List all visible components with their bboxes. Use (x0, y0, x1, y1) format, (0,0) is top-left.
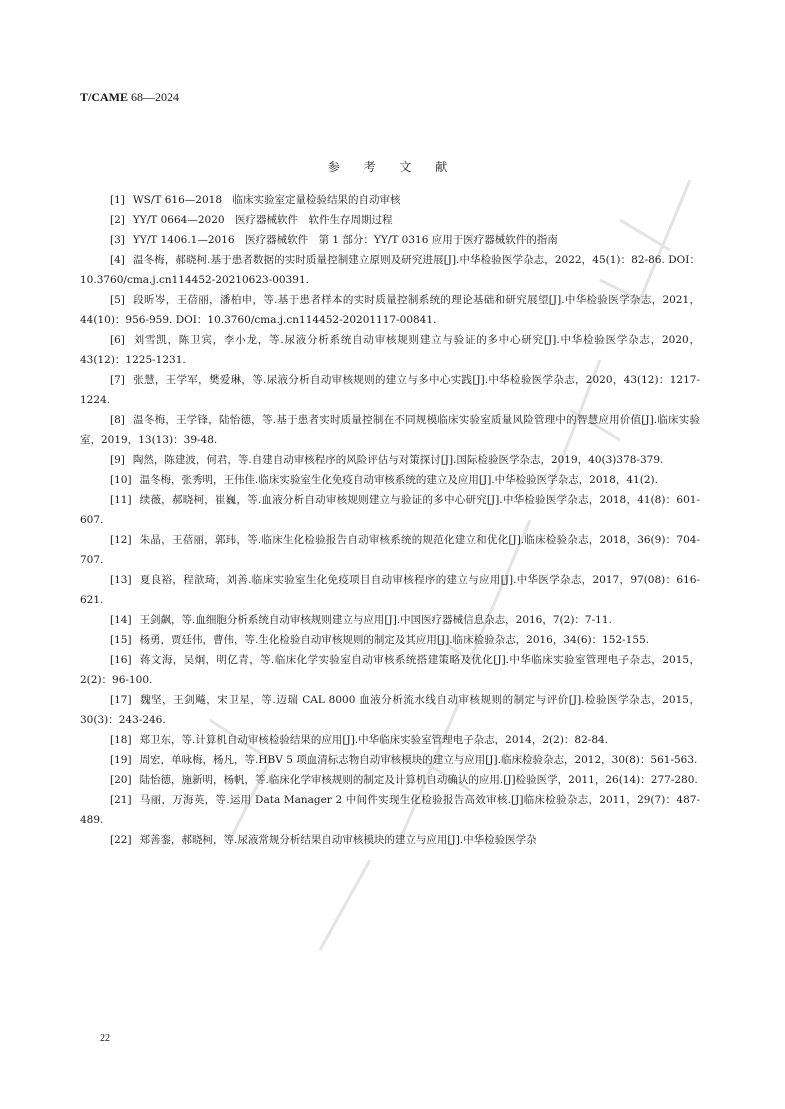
reference-number: [10] (110, 474, 132, 486)
reference-item (80, 730, 700, 750)
reference-item (80, 690, 700, 730)
reference-item (80, 370, 700, 410)
reference-text: 段昕岑，王蓓丽，潘柏申，等.基于患者样本的实时质量控制系统的理论基础和研究展望[J].中华检验医学杂志，2021，44(10)：956-959. DOI：10.3760/cma.j.cn114452-20201117-00841. (80, 294, 700, 326)
reference-number: [21] (110, 794, 132, 806)
reference-text: 温冬梅，王学锋，陆怡德，等.基于患者实时质量控制在不同规模临床实验室质量风险管理中的智慧应用价值[J].临床实验室，2019，13(13)：39-48. (80, 414, 700, 446)
reference-text: 马丽，万海英，等.运用 Data Manager 2 中间件实现生化检验报告高效审核.[J]临床检验杂志，2011，29(7)：487-489. (80, 794, 700, 826)
reference-item (80, 610, 700, 630)
reference-text: 杨勇，贾廷伟，曹伟，等.生化检验自动审核规则的制定及其应用[J].临床检验杂志，2016，34(6)：152-155. (139, 634, 650, 646)
reference-number: [20] (110, 774, 132, 786)
reference-text: 续薇，郝晓柯，崔巍，等.血液分析自动审核规则建立与验证的多中心研究[J].中华检验医学杂志，2018，41(8)：601-607. (80, 494, 700, 526)
reference-item (80, 330, 700, 370)
reference-text: 温冬梅，郝晓柯.基于患者数据的实时质量控制建立原则及研究进展[J].中华检验医学杂志，2022，45(1)：82-86. DOI：10.3760/cma.j.cn114452-20210623-00391. (80, 254, 700, 286)
reference-text: 周宏，单咏梅，杨凡，等.HBV 5 项血清标志物自动审核模块的建立与应用[J].临床检验杂志，2012，30(8)：561-563. (139, 754, 698, 766)
reference-text: 温冬梅，张秀明，王伟佳.临床实验室生化免疫自动审核系统的建立及应用[J].中华检验医学杂志，2018，41(2). (139, 474, 658, 486)
reference-text: 陆怡德，施新明，杨帆，等.临床化学审核规则的制定及计算机自动确认的应用.[J]检验医学，2011，26(14)：277-280. (139, 774, 698, 786)
reference-number: [2] (110, 214, 125, 226)
reference-text: 陶然，陈建波，何君，等.自建自动审核程序的风险评估与对策探讨[J].国际检验医学杂志，2019，40(3)378-379. (132, 454, 664, 466)
reference-text: YY/T 1406.1—2016 医疗器械软件 第 1 部分：YY/T 0316 应用于医疗器械软件的指南 (132, 234, 558, 246)
reference-number: [18] (110, 734, 132, 746)
page-number: 22 (100, 1033, 110, 1044)
reference-number: [9] (110, 454, 125, 466)
reference-text: 郑卫东，等.计算机自动审核检验结果的应用[J].中华临床实验室管理电子杂志，2014，2(2)：82-84. (139, 734, 609, 746)
reference-item (80, 750, 700, 770)
reference-number: [12] (110, 534, 132, 546)
reference-item (80, 450, 700, 470)
page-title: 参 考 文 献 (327, 160, 458, 174)
reference-list (80, 190, 700, 850)
reference-number: [4] (110, 254, 125, 266)
reference-text: 蒋文海，吴炯，明亿青，等.临床化学实验室自动审核系统搭建策略及优化[J].中华临床实验室管理电子杂志，2015，2(2)：96-100. (80, 654, 700, 686)
reference-text: YY/T 0664—2020 医疗器械软件 软件生存周期过程 (132, 214, 393, 226)
reference-number: [15] (110, 634, 132, 646)
reference-item (80, 570, 700, 610)
reference-item (80, 630, 700, 650)
reference-number: [22] (110, 834, 132, 846)
reference-number: [16] (110, 654, 132, 666)
reference-item (80, 830, 700, 850)
reference-number: [13] (110, 574, 132, 586)
reference-item (80, 530, 700, 570)
reference-text: 张慧，王学军，樊爱琳，等.尿液分析自动审核规则的建立与多中心实践[J].中华检验医学杂志，2020，43(12)：1217-1224. (80, 374, 700, 406)
reference-item (80, 490, 700, 530)
reference-number: [19] (110, 754, 132, 766)
reference-number: [6] (110, 334, 125, 346)
reference-text: WS/T 616—2018 临床实验室定量检验结果的自动审核 (132, 194, 401, 206)
reference-item (80, 190, 700, 210)
reference-text: 夏良裕，程歆琦，刘善.临床实验室生化免疫项目自动审核程序的建立与应用[J].中华医学杂志，2017，97(08)：616-621. (80, 574, 700, 606)
reference-item (80, 410, 700, 450)
reference-number: [3] (110, 234, 125, 246)
reference-number: [1] (110, 194, 125, 206)
reference-item (80, 250, 700, 290)
reference-text: 魏坚，王剑飚，宋卫星，等.迈瑞 CAL 8000 血液分析流水线自动审核规则的制定与评价[J].检验医学杂志，2015，30(3)：243-246. (80, 694, 700, 726)
reference-item (80, 650, 700, 690)
reference-text: 王剑飙，等.血细胞分析系统自动审核规则建立与应用[J].中国医疗器械信息杂志，2016，7(2)：7-11. (139, 614, 612, 626)
reference-number: [8] (110, 414, 125, 426)
reference-number: [5] (110, 294, 125, 306)
standard-header (80, 90, 179, 105)
reference-text: 刘雪凯，陈卫宾，李小龙，等.尿液分析系统自动审核规则建立与验证的多中心研究[J].中华检验医学杂志，2020，43(12)：1225-1231. (80, 334, 700, 366)
reference-number: [17] (110, 694, 132, 706)
reference-text: 郑善銮，郝晓柯，等.尿液常规分析结果自动审核模块的建立与应用[J].中华检验医学杂 (139, 834, 537, 846)
reference-text: 朱晶，王蓓丽，郭玮，等.临床生化检验报告自动审核系统的规范化建立和优化[J].临床检验杂志，2018，36(9)：704-707. (80, 534, 700, 566)
standard-prefix: T/CAME (80, 90, 128, 104)
reference-item (80, 230, 700, 250)
reference-number: [14] (110, 614, 132, 626)
reference-item (80, 470, 700, 490)
reference-item (80, 210, 700, 230)
reference-item (80, 790, 700, 830)
reference-item (80, 770, 700, 790)
reference-item (80, 290, 700, 330)
standard-number: 68—2024 (131, 90, 179, 104)
reference-number: [11] (110, 494, 132, 506)
reference-number: [7] (110, 374, 125, 386)
